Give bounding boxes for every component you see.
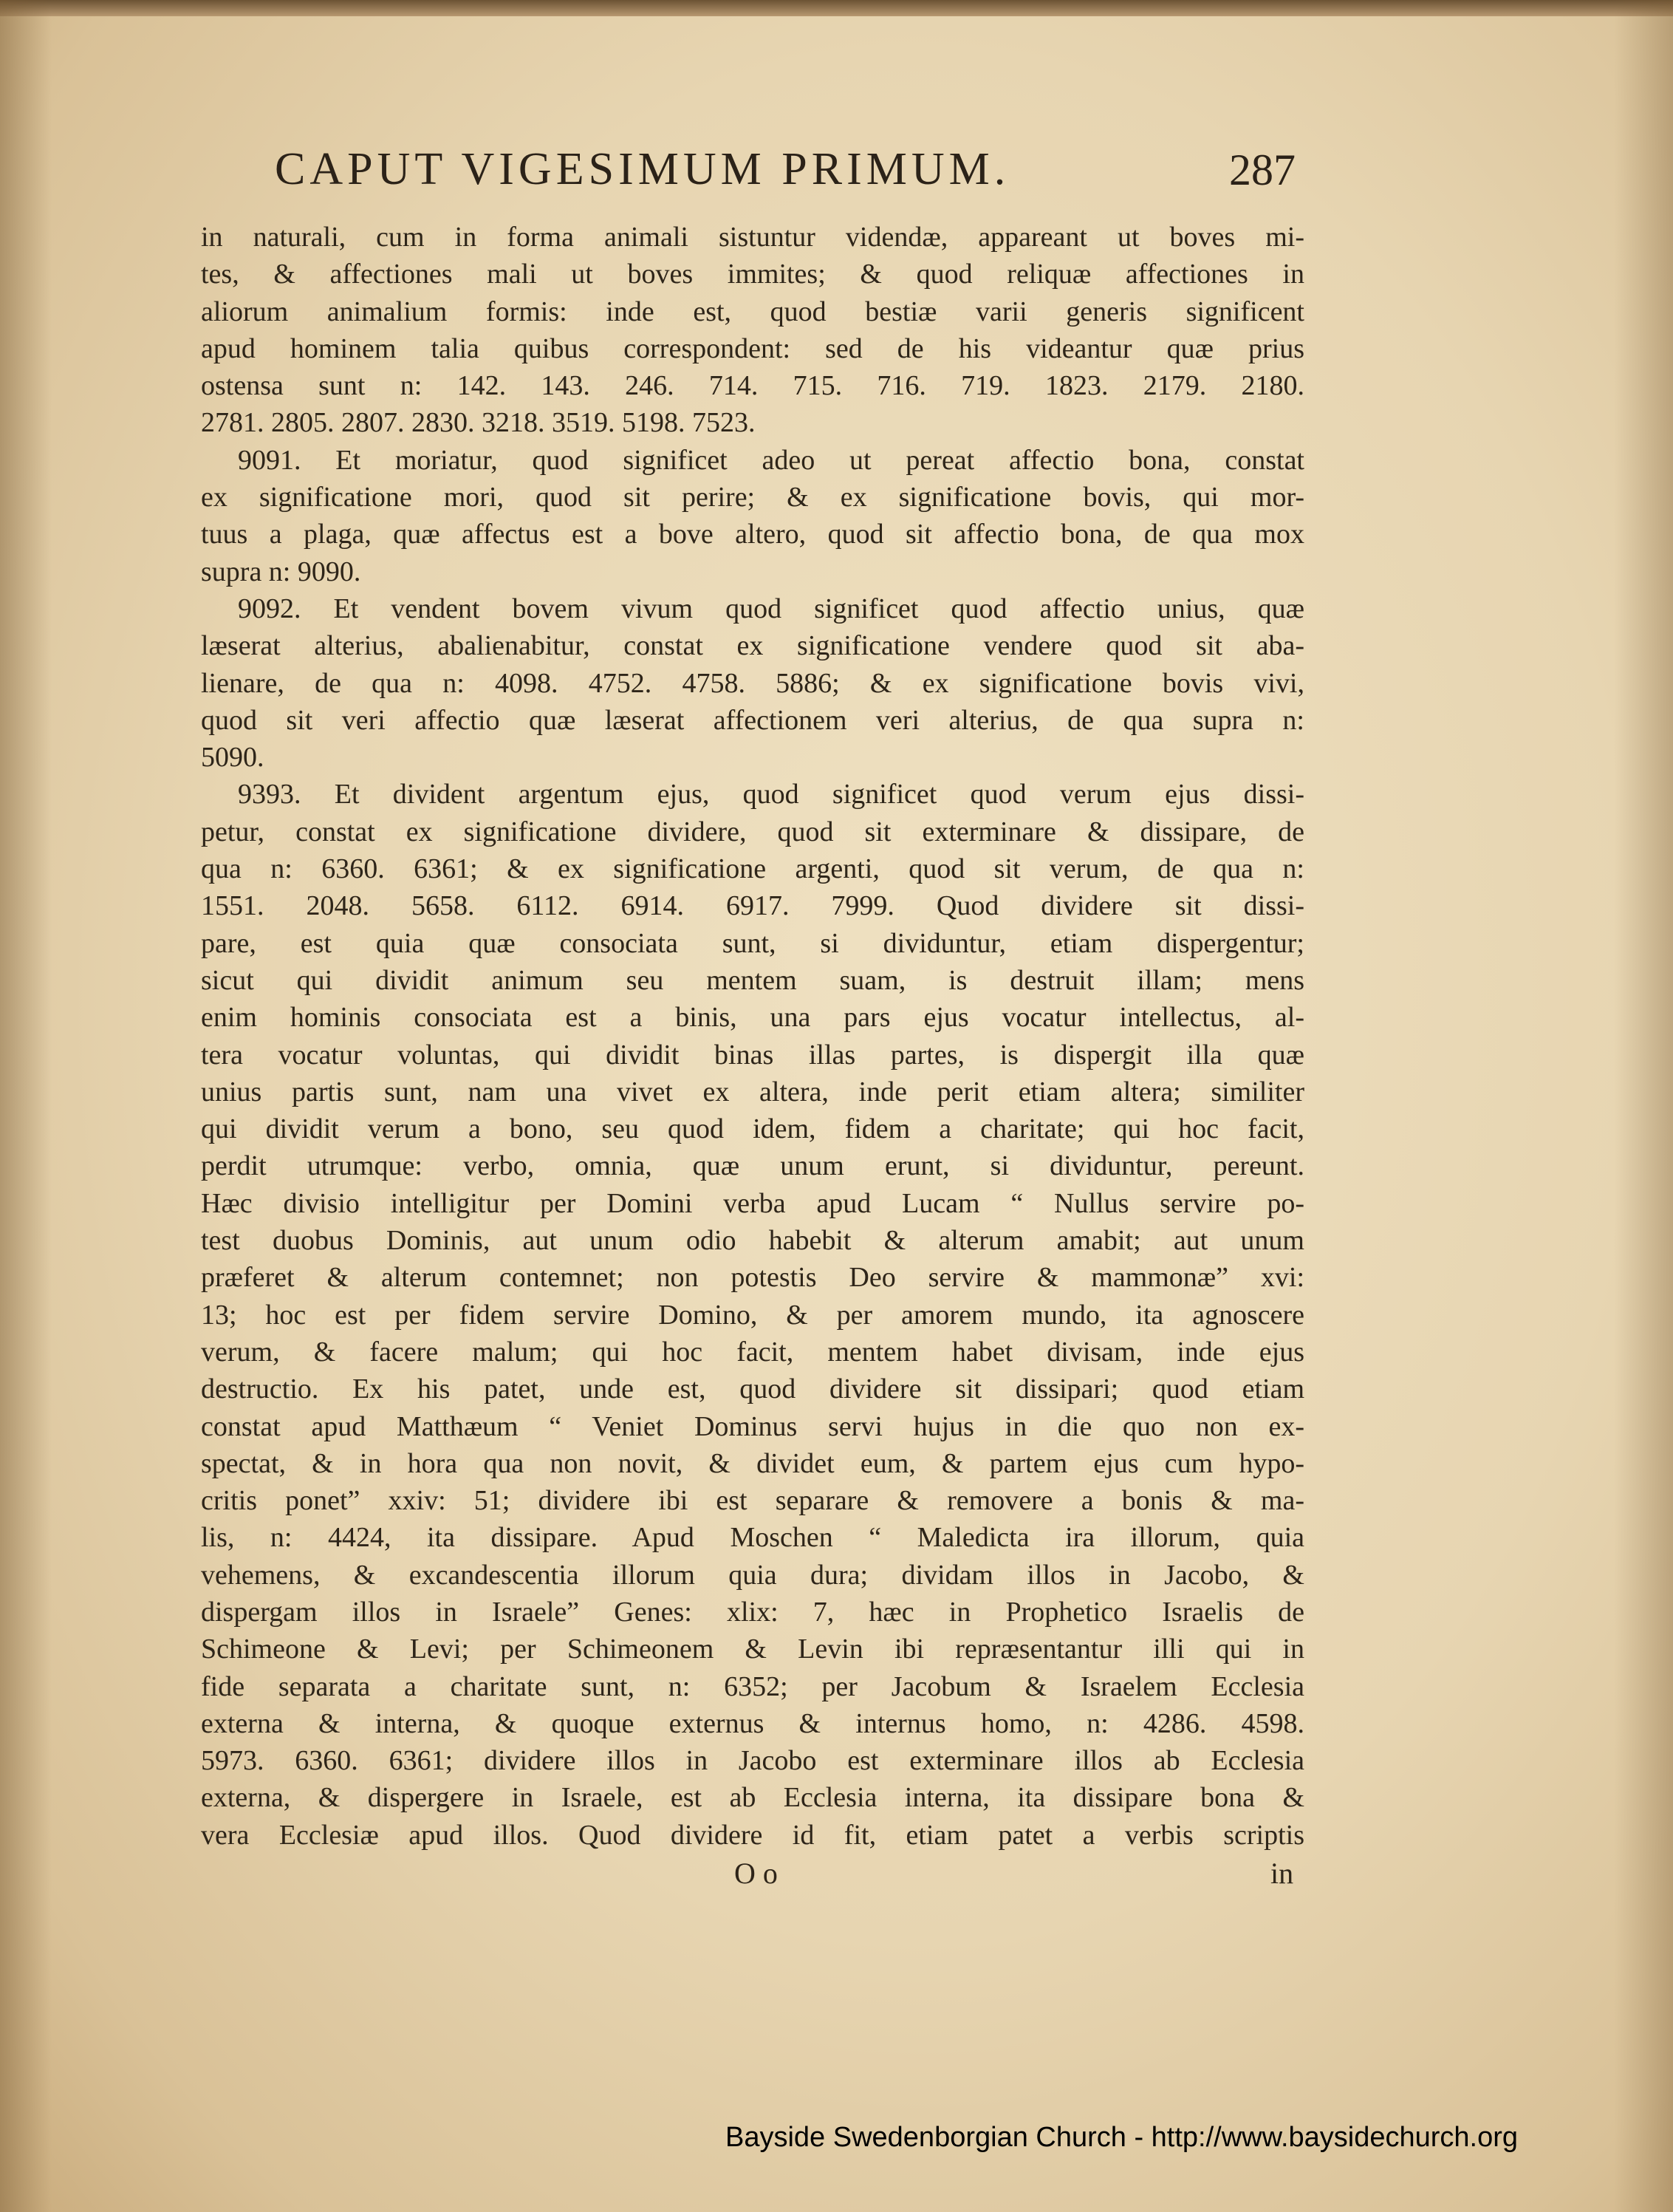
text-line: externa, & dispergere in Israele, est ab Ecclesia interna, ita dissipare bona &: [201, 1782, 1304, 1814]
text-line: constat apud Matthæum “ Veniet Dominus servi hujus in die quo non ex-: [201, 1410, 1304, 1442]
text-line: test duobus Dominis, aut unum odio habebit & alterum amabit; aut unum: [201, 1225, 1304, 1257]
text-line: perdit utrumque: verbo, omnia, quæ unum erunt, si dividuntur, pereunt.: [201, 1150, 1304, 1182]
text-line: fide separata a charitate sunt, n: 6352; per Jacobum & Israelem Ecclesia: [201, 1670, 1304, 1702]
text-line: enim hominis consociata est a binis, una pars ejus vocatur intellectus, al-: [201, 1002, 1304, 1034]
body-text: [201, 219, 1304, 1854]
text-line: Schimeone & Levi; per Schimeonem & Levin ibi repræsentantur illi qui in: [201, 1634, 1304, 1665]
text-line: externa & interna, & quoque externus & internus homo, n: 4286. 4598.: [201, 1707, 1304, 1739]
text-line: verum, & facere malum; qui hoc facit, mentem habet divisam, inde ejus: [201, 1336, 1304, 1368]
running-title: CAPUT VIGESIMUM PRIMUM.: [275, 144, 1010, 194]
text-line: 5973. 6360. 6361; dividere illos in Jacobo est exterminare illos ab Ecclesia: [201, 1745, 1304, 1777]
text-line: ex significatione mori, quod sit perire; & ex significatione bovis, qui mor-: [201, 482, 1304, 513]
page-gutter-shadow: [0, 0, 52, 2212]
text-line: quod sit veri affectio quæ læserat affectionem veri alterius, de qua supra n:: [201, 704, 1304, 736]
paragraph-9393-start: 9393. Et divident argentum ejus, quod significet quod verum ejus dissi-: [238, 779, 1304, 810]
page-top-edge: [0, 0, 1673, 16]
text-line: in naturali, cum in forma animali sistuntur videndæ, appareant ut boves mi-: [201, 222, 1304, 253]
text-line: sicut qui dividit animum seu mentem suam, is destruit illam; mens: [201, 964, 1304, 996]
text-line: petur, constat ex significatione dividere, quod sit exterminare & dissipare, de: [201, 816, 1304, 847]
text-line: tes, & affectiones mali ut boves immites; & quod reliquæ affectiones in: [201, 259, 1304, 290]
signature-mark: O o: [734, 1857, 778, 1890]
text-line: apud hominem talia quibus correspondent: sed de his videantur quæ prius: [201, 332, 1304, 364]
text-line: lienare, de qua n: 4098. 4752. 4758. 5886; & ex significatione bovis vivi,: [201, 667, 1304, 699]
catchword: in: [1270, 1857, 1294, 1890]
text-line: critis ponet” xxiv: 51; dividere ibi est separare & removere a bonis & ma-: [201, 1485, 1304, 1517]
text-line: pare, est quia quæ consociata sunt, si dividuntur, etiam dispergentur;: [201, 927, 1304, 959]
text-line: tera vocatur voluntas, qui dividit binas illas partes, is dispergit illa quæ: [201, 1039, 1304, 1071]
text-line: vera Ecclesiæ apud illos. Quod dividere id fit, etiam patet a verbis scriptis: [201, 1819, 1304, 1851]
text-line: præferet & alterum contemnet; non potestis Deo servire & mammonæ” xvi:: [201, 1262, 1304, 1294]
text-line: 13; hoc est per fidem servire Domino, & per amorem mundo, ita agnoscere: [201, 1299, 1304, 1331]
text-line: qua n: 6360. 6361; & ex significatione argenti, quod sit verum, de qua n:: [201, 853, 1304, 885]
text-line: unius partis sunt, nam una vivet ex altera, inde perit etiam altera; similiter: [201, 1076, 1304, 1107]
text-line: vehemens, & excandescentia illorum quia dura; dividam illos in Jacobo, &: [201, 1559, 1304, 1591]
text-line: 1551. 2048. 5658. 6112. 6914. 6917. 7999. Quod dividere sit dissi-: [201, 890, 1304, 922]
page-number: 287: [1229, 146, 1296, 194]
text-line: spectat, & in hora qua non novit, & dividet eum, & partem ejus cum hypo-: [201, 1447, 1304, 1479]
text-line: ostensa sunt n: 142. 143. 246. 714. 715. 716. 719. 1823. 2179. 2180.: [201, 370, 1304, 402]
text-line: aliorum animalium formis: inde est, quod bestiæ varii generis significent: [201, 296, 1304, 327]
text-line: supra n: 9090.: [201, 556, 361, 587]
paragraph-9092-start: 9092. Et vendent bovem vivum quod significet quod affectio unius, quæ: [238, 593, 1304, 624]
text-line: lis, n: 4424, ita dissipare. Apud Moschen “ Maledicta ira illorum, quia: [201, 1522, 1304, 1554]
watermark-credit: Bayside Swedenborgian Church - http://www.baysidechurch.org: [725, 2122, 1519, 2153]
text-line: dispergam illos in Israele” Genes: xlix: 7, hæc in Prophetico Israelis de: [201, 1596, 1304, 1628]
paragraph-9091-start: 9091. Et moriatur, quod significet adeo ut pereat affectio bona, constat: [238, 444, 1304, 476]
text-line: 2781. 2805. 2807. 2830. 3218. 3519. 5198. 7523.: [201, 407, 756, 439]
text-line: qui dividit verum a bono, seu quod idem, fidem a charitate; qui hoc facit,: [201, 1113, 1304, 1145]
text-line: tuus a plaga, quæ affectus est a bove altero, quod sit affectio bona, de qua mox: [201, 519, 1304, 550]
text-line: læserat alterius, abalienabitur, constat ex significatione vendere quod sit aba-: [201, 630, 1304, 662]
text-line: destructio. Ex his patet, unde est, quod dividere sit dissipari; quod etiam: [201, 1373, 1304, 1405]
text-line: 5090.: [201, 742, 264, 774]
text-line: Hæc divisio intelligitur per Domini verba apud Lucam “ Nullus servire po-: [201, 1187, 1304, 1219]
page-right-edge: [1614, 0, 1673, 2212]
